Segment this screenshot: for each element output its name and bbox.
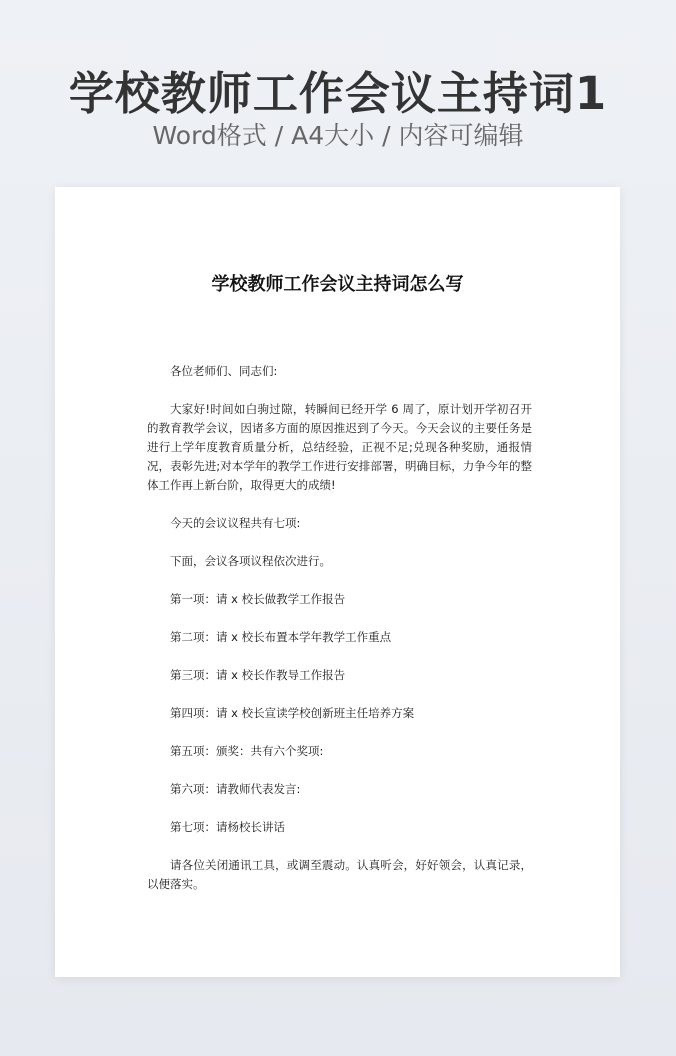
agenda-item-3: 第三项：请 x 校长作教导工作报告 <box>170 668 346 682</box>
paragraph-opening: 大家好!时间如白驹过隙，转瞬间已经开学 6 周了，原计划开学初召开的教育教学会议，因诸多方面的原因推迟到了今天。今天会议的主要任务是进行上学年度教育质量分析，总结经验，正视不足;兑现各种奖励，通报情况，表彰先进;对本学年的教学工作进行安排部署，明确目标，力争今年的整体工作再上新台阶，取得更大的成绩! <box>147 402 532 492</box>
document-body <box>147 362 532 894</box>
paragraph-greeting: 各位老师们、同志们: <box>170 364 278 378</box>
agenda-item-6: 第六项：请教师代表发言: <box>170 782 301 796</box>
agenda-item-1: 第一项：请 x 校长做教学工作报告 <box>170 592 346 606</box>
banner-title: 学校教师工作会议主持词1 <box>68 67 608 120</box>
agenda-item-2: 第二项：请 x 校长布置本学年教学工作重点 <box>170 630 392 644</box>
paragraph-closing: 请各位关闭通讯工具，或调至震动。认真听会，好好领会，认真记录，以便落实。 <box>147 858 532 891</box>
document-title: 学校教师工作会议主持词怎么写 <box>211 274 464 295</box>
agenda-item-7: 第七项：请杨校长讲话 <box>170 820 285 834</box>
agenda-item-4: 第四项：请 x 校长宣读学校创新班主任培养方案 <box>170 706 415 720</box>
banner-subtitle: Word格式 / A4大小 / 内容可编辑 <box>152 121 524 150</box>
agenda-item-5: 第五项：颁奖：共有六个奖项: <box>170 744 324 758</box>
document-page <box>55 187 620 977</box>
paragraph-agenda-intro: 今天的会议议程共有七项: <box>170 516 301 530</box>
paragraph-proceed: 下面，会议各项议程依次进行。 <box>170 554 331 568</box>
